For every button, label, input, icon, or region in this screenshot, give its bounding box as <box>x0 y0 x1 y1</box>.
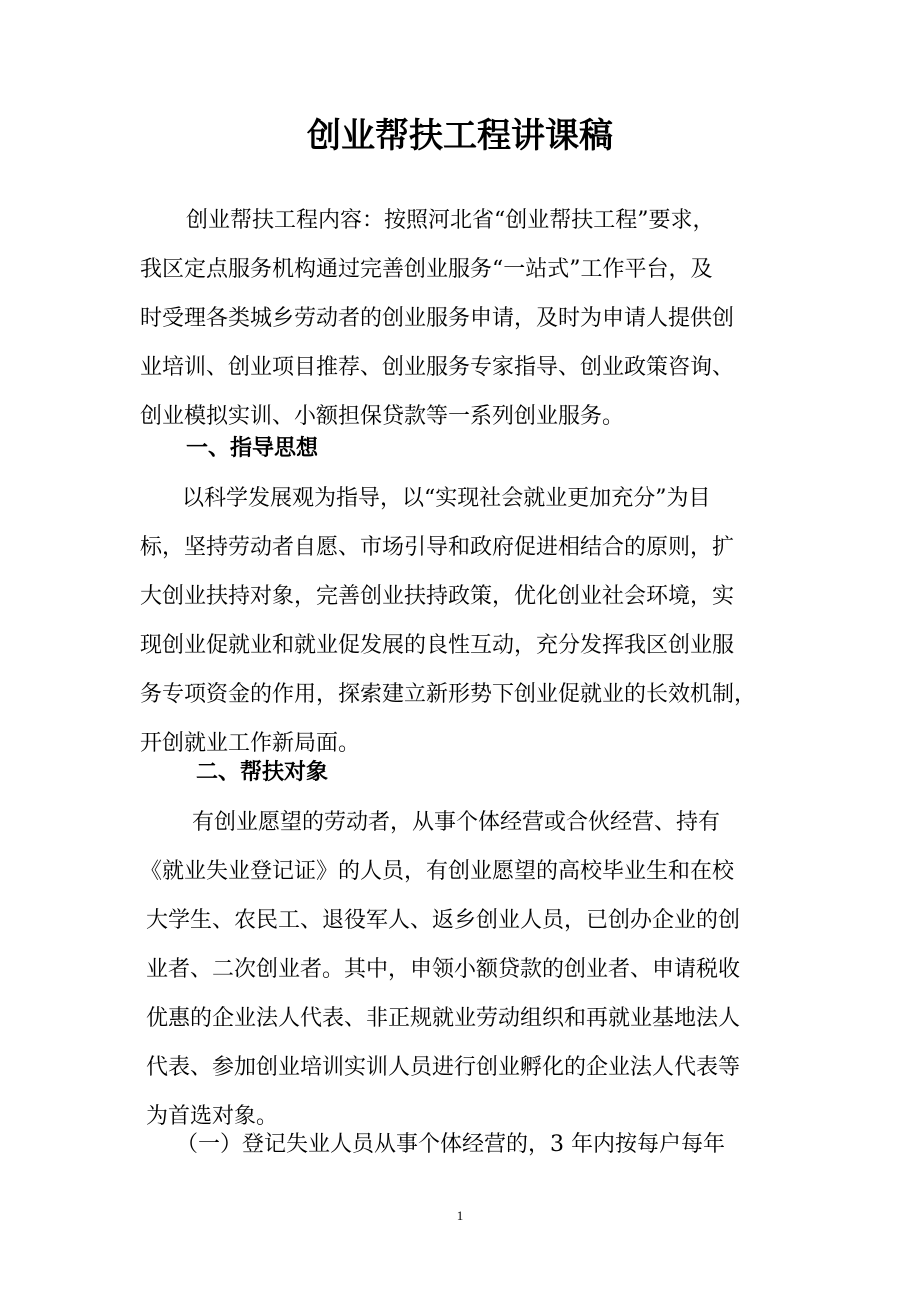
targets-line: 代表、参加创业培训实训人员进行创业孵化的企业法人代表等 <box>146 1055 741 1080</box>
intro-line: 业培训、创业项目推荐、创业服务专家指导、创业政策咨询、 <box>140 355 735 380</box>
intro-paragraph <box>140 196 780 441</box>
ideology-line: 务专项资金的作用，探索建立新形势下创业促就业的长效机制， <box>140 682 757 707</box>
targets-line: 大学生、农民工、退役军人、返乡创业人员，已创办企业的创 <box>146 908 741 933</box>
item-one-paragraph <box>140 1120 780 1169</box>
targets-line: 优惠的企业法人代表、非正规就业劳动组织和再就业基地法人 <box>146 1006 741 1031</box>
ideology-line: 大创业扶持对象，完善创业扶持政策，优化创业社会环境，实 <box>140 584 735 609</box>
targets-line: 为首选对象。 <box>146 1104 279 1129</box>
targets-line: 《就业失业登记证》的人员，有创业愿望的高校毕业生和在校 <box>140 859 735 884</box>
ideology-line: 标，坚持劳动者自愿、市场引导和政府促进相结合的原则，扩 <box>140 535 735 560</box>
intro-line: 我区定点服务机构通过完善创业服务“一站式”工作平台，及 <box>140 257 713 282</box>
ideology-line: 以科学发展观为指导，以“实现社会就业更加充分”为目 <box>182 486 711 511</box>
targets-line: 有创业愿望的劳动者，从事个体经营或合伙经营、持有 <box>192 810 721 835</box>
page-number: 1 <box>456 1208 464 1223</box>
ideology-line: 开创就业工作新局面。 <box>140 731 361 756</box>
assistance-targets-paragraph <box>140 798 780 1141</box>
document-title: 创业帮扶工程讲课稿 <box>307 116 613 156</box>
section-heading-guiding-ideology: 一、指导思想 <box>186 435 319 461</box>
guiding-ideology-paragraph <box>140 474 780 768</box>
intro-line: 时受理各类城乡劳动者的创业服务申请，及时为申请人提供创 <box>140 306 735 331</box>
intro-line: 创业模拟实训、小额担保贷款等一系列创业服务。 <box>140 404 625 429</box>
ideology-line: 现创业促就业和就业促发展的良性互动，充分发挥我区创业服 <box>140 633 735 658</box>
intro-line: 创业帮扶工程内容：按照河北省“创业帮扶工程”要求， <box>186 208 715 233</box>
item-one-line: （一）登记失业人员从事个体经营的，3 年内按每户每年 <box>176 1132 725 1157</box>
section-heading-assistance-targets: 二、帮扶对象 <box>196 759 329 785</box>
targets-line: 业者、二次创业者。其中，申领小额贷款的创业者、申请税收 <box>146 957 741 982</box>
